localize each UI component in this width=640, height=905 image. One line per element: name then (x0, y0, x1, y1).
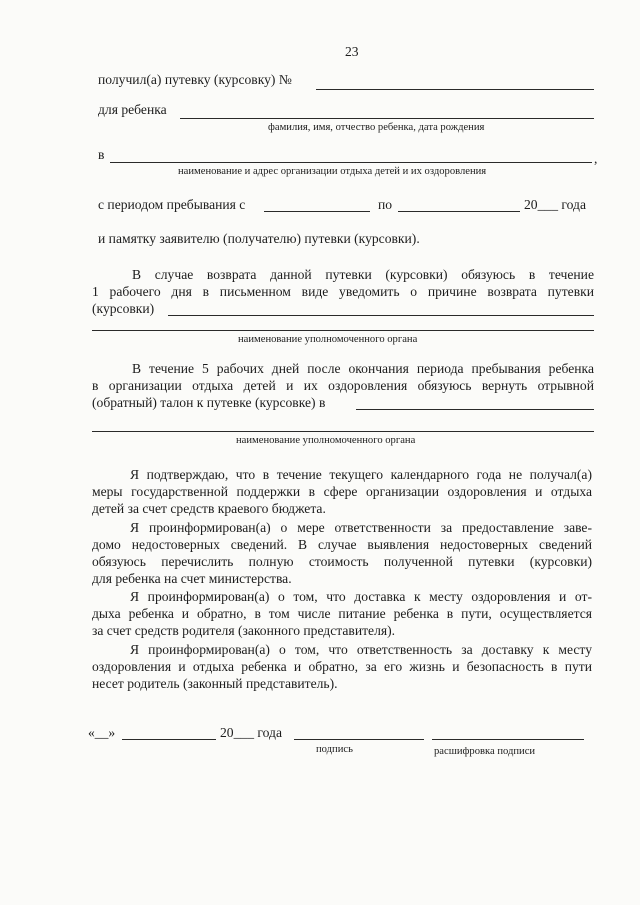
stub-authority-caption: наименование уполномоченного органа (236, 435, 416, 446)
org-suffix: , (594, 151, 598, 166)
return-notice-line-1: В случае возврата данной путевки (курсовки) обязуюсь в течение (132, 267, 594, 282)
org-prefix: в (98, 147, 105, 162)
stub-authority-field-2[interactable] (92, 431, 594, 432)
return-notice-line-3: (курсовки) (92, 301, 155, 316)
return-reason-field[interactable] (168, 315, 594, 316)
page-number: 23 (345, 44, 359, 59)
voucher-number-field[interactable] (316, 89, 594, 90)
confirm-p3-line-1: Я проинформирован(а) о том, что доставка к месту оздоровления и от- (130, 589, 592, 604)
signature-year: 20___ года (220, 725, 282, 740)
return-notice-line-2: 1 рабочего дня в письменном виде уведомить о причине возврата путевки (92, 284, 594, 299)
stub-return-line-2: в организации отдыха детей и их оздоровления обязуюсь вернуть отрывной (92, 378, 594, 393)
period-to-label: по (378, 197, 393, 212)
period-end-field[interactable] (398, 211, 520, 212)
return-authority-field[interactable] (92, 330, 594, 331)
confirm-p2-line-3: обязуюсь перечислить полную стоимость полученной путевки (курсовки) (92, 554, 592, 569)
period-label: с периодом пребывания с (98, 197, 246, 212)
confirm-p4-line-2: оздоровления и отдыха ребенка и обратно, за его жизнь и безопасность в пути (92, 659, 592, 674)
confirm-p4-line-1: Я проинформирован(а) о том, что ответственность за доставку к месту (130, 642, 592, 657)
period-year: 20___ года (524, 197, 586, 212)
confirm-p1-line-3: детей за счет средств краевого бюджета. (92, 501, 326, 516)
memo-text: и памятку заявителю (получателю) путевки (курсовки). (98, 231, 420, 246)
org-name-field[interactable] (110, 162, 592, 163)
signature-date-day: «__» (88, 725, 116, 740)
signature-decoding-field[interactable] (432, 739, 584, 740)
stub-return-line-1: В течение 5 рабочих дней после окончания периода пребывания ребенка (132, 361, 594, 376)
confirm-p3-line-2: дыха ребенка и обратно, в том числе питание ребенка в пути, осуществляется (92, 606, 592, 621)
voucher-label: получил(а) путевку (курсовку) № (98, 72, 292, 87)
confirm-p2-line-4: для ребенка на счет министерства. (92, 571, 292, 586)
confirm-p3-line-3: за счет средств родителя (законного представителя). (92, 623, 396, 638)
child-name-field[interactable] (180, 118, 594, 119)
child-caption: фамилия, имя, отчество ребенка, дата рождения (268, 122, 485, 133)
return-authority-caption: наименование уполномоченного органа (238, 334, 418, 345)
org-caption: наименование и адрес организации отдыха детей и их оздоровления (178, 166, 487, 177)
period-start-field[interactable] (264, 211, 370, 212)
stub-authority-field-1[interactable] (356, 409, 594, 410)
signature-caption: подпись (316, 744, 353, 755)
confirm-p2-line-2: домо недостоверных сведений. В случае выявления недостоверных сведений (92, 537, 592, 552)
child-label: для ребенка (98, 102, 167, 117)
confirm-p4-line-3: несет родитель (законный представитель). (92, 676, 338, 691)
signature-decoding-caption: расшифровка подписи (434, 746, 536, 757)
confirm-p1-line-2: меры государственной поддержки в сфере организации оздоровления и отдыха (92, 484, 592, 499)
confirm-p1-line-1: Я подтверждаю, что в течение текущего календарного года не получал(а) (130, 467, 592, 482)
signature-month-field[interactable] (122, 739, 216, 740)
signature-field[interactable] (294, 739, 424, 740)
confirm-p2-line-1: Я проинформирован(а) о мере ответственности за предоставление заве- (130, 520, 592, 535)
stub-return-line-3: (обратный) талон к путевке (курсовке) в (92, 395, 326, 410)
